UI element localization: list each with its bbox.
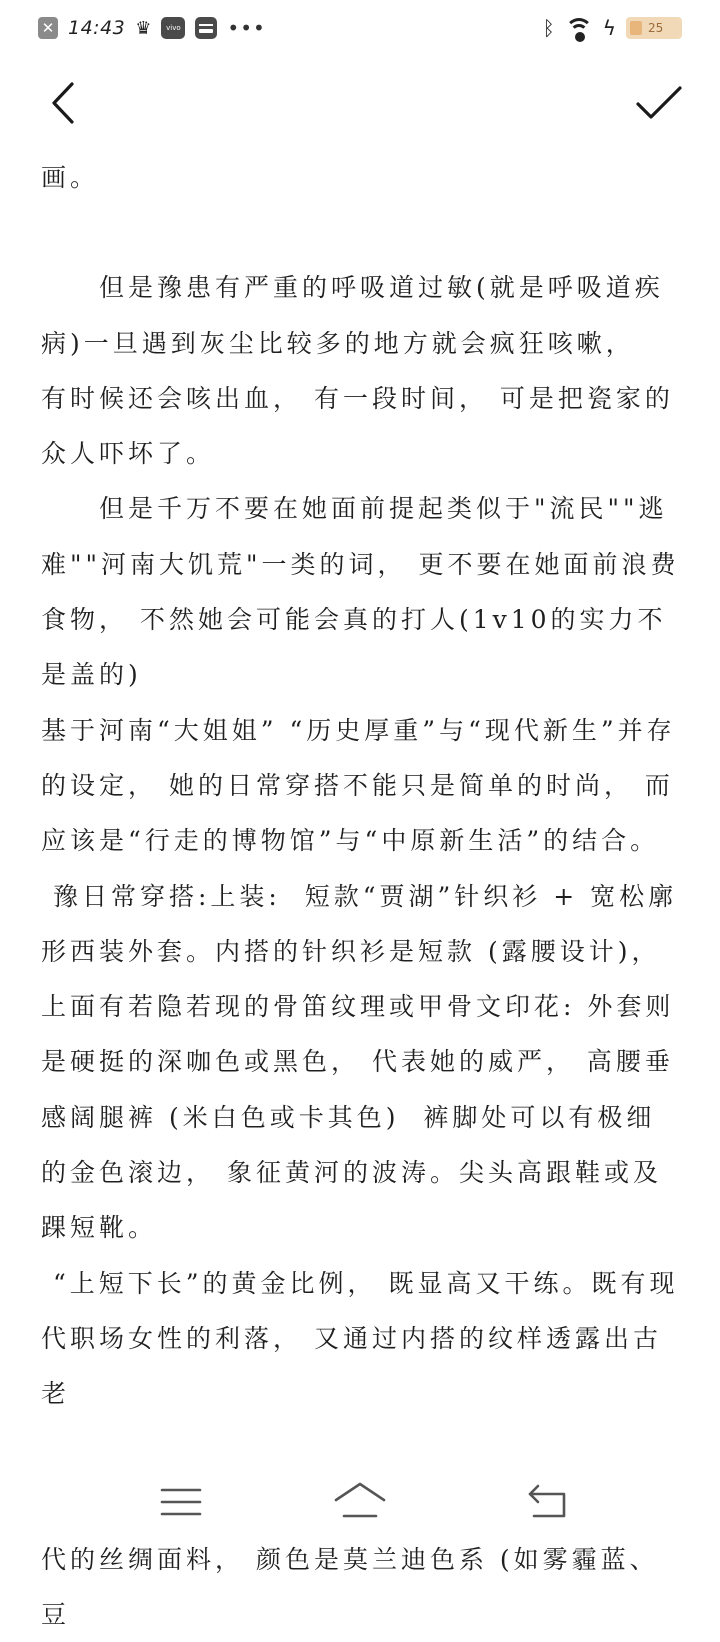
paragraph: 豫日常穿搭:上装: 短款“贾湖”针织衫 + 宽松廓形西装外套。内搭的针织衫是短款 (露腰设计)， 上面有若隐若现的骨笛纹理或甲骨文印花: 外套则是硬挺的深咖色或黑色， 代表她的威严， 高腰垂感阔腿裤 (米白色或卡其色) 裤脚处可以有极细的金色滚边， 象征黄河的波涛。尖头高跟鞋或及踝短靴。 [41,881,678,1243]
crown-icon: ♛ [135,17,152,39]
home-button[interactable] [332,1480,388,1524]
battery-level: 25 [648,21,664,35]
card-icon [195,17,217,39]
document-body[interactable] [41,150,681,1642]
status-bar [0,0,720,56]
back-button[interactable] [40,80,90,130]
paragraph: 但是豫患有严重的呼吸道过敏(就是呼吸道疾病)一旦遇到灰尘比较多的地方就会疯狂咳嗽， 有时候还会咳出血， 有一段时间， 可是把瓷家的众人吓坏了。 [41,273,674,469]
charging-icon: ϟ [602,16,616,40]
bluetooth-icon: ᛒ [542,16,555,40]
editor-top-bar [0,60,720,150]
paragraph: 代的丝绸面料， 颜色是莫兰迪色系 (如雾霾蓝、豆 [41,1544,659,1630]
return-button[interactable] [524,1482,574,1522]
home-icon [332,1480,388,1524]
status-right [543,14,682,42]
battery-icon [626,17,682,39]
checkmark-icon [634,82,684,132]
menu-button[interactable] [158,1484,204,1520]
close-notification-icon[interactable]: ✕ [38,17,58,39]
back-chevron-icon [40,80,90,130]
navigation-bar [0,1458,720,1544]
status-time: 14:43 [68,17,126,39]
menu-icon [158,1484,204,1520]
vivo-icon: vivo [161,17,185,39]
back-icon [524,1482,574,1522]
blank-line [41,205,681,260]
more-dots-icon: ••• [227,16,266,40]
paragraph: 画。 [41,163,100,192]
paragraph: “上短下长”的黄金比例， 既显高又干练。既有现代职场女性的利落， 又通过内搭的纹样透露出古老 [41,1268,679,1409]
paragraph: 基于河南“大姐姐” “历史厚重”与“现代新生”并存的设定， 她的日常穿搭不能只是简单的时尚， 而应该是“行走的博物馆”与“中原新生活”的结合。 [41,715,676,856]
status-left [38,14,266,42]
paragraph: 但是千万不要在她面前提起类似于"流民""逃难""河南大饥荒"一类的词， 更不要在她面前浪费食物， 不然她会可能会真的打人(1v10的实力不是盖的) [41,494,680,690]
confirm-button[interactable] [634,82,684,132]
wifi-icon [565,16,593,40]
